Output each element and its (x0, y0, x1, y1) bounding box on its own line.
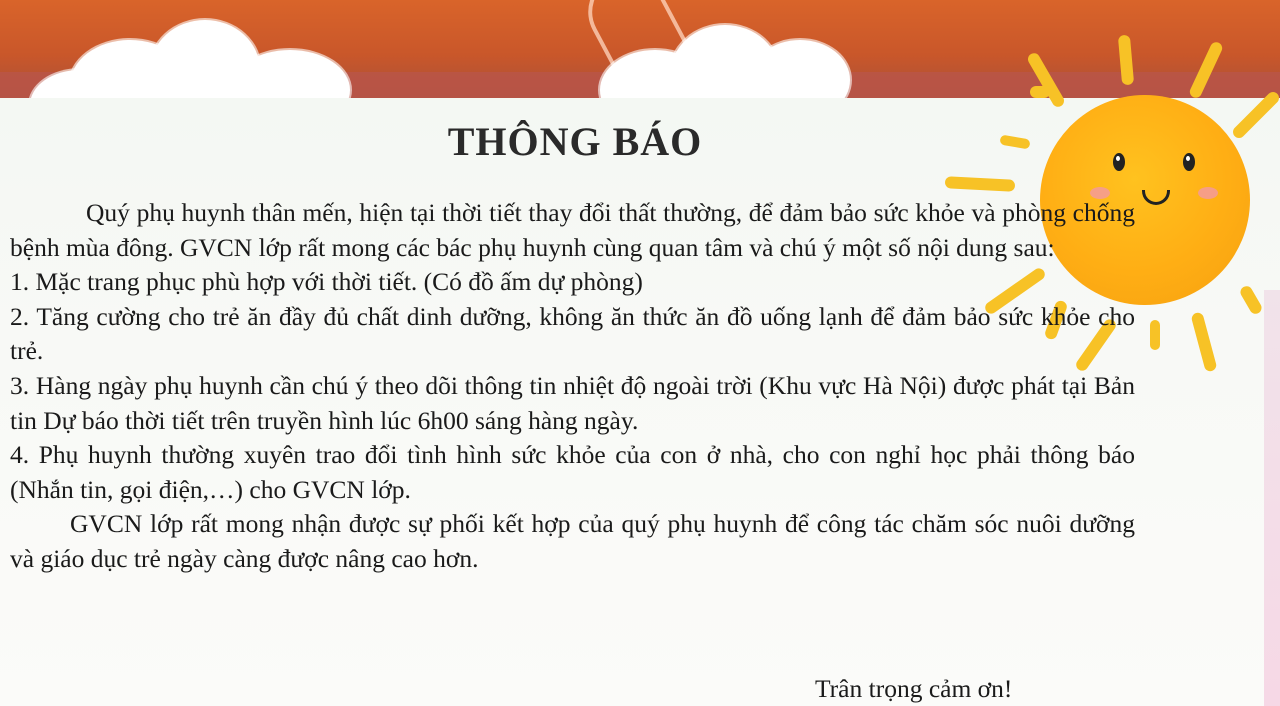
list-item: 1. Mặc trang phục phù hợp với thời tiết. (Có đồ ấm dự phòng) (10, 267, 643, 297)
list-item: 3. Hàng ngày phụ huynh cần chú ý theo dõi thông tin nhiệt độ ngoài trời (Khu vực Hà Nội) được phát tại Bản tin Dự báo thời tiết trên truyền hình lúc 6h00 sáng hàng ngày. (10, 370, 1135, 435)
intro-paragraph: Quý phụ huynh thân mến, hiện tại thời tiết thay đổi thất thường, để đảm bảo sức khỏe và phòng chống bệnh mùa đông. GVCN lớp rất mong các bác phụ huynh cùng quan tâm và chú ý một số nội dung sau: (10, 198, 1135, 262)
conclusion-paragraph: GVCN lớp rất mong nhận được sự phối kết hợp của quý phụ huynh để công tác chăm sóc nuôi dưỡng và giáo dục trẻ ngày càng được nâng cao hơn. (10, 509, 1135, 573)
list-item: 4. Phụ huynh thường xuyên trao đổi tình hình sức khỏe của con ở nhà, cho con nghỉ học phải thông báo (Nhắn tin, gọi điện,…) cho GVCN lớp. (10, 440, 1135, 504)
notice-body (10, 196, 1135, 577)
list-item: 2. Tăng cường cho trẻ ăn đầy đủ chất dinh dưỡng, không ăn thức ăn đồ uống lạnh để đảm bảo sức khỏe cho trẻ. (10, 301, 1135, 366)
notice-title: THÔNG BÁO (447, 119, 703, 164)
edge-strip (1264, 290, 1280, 706)
closing-line: Trân trọng cảm ơn! (815, 674, 1013, 703)
